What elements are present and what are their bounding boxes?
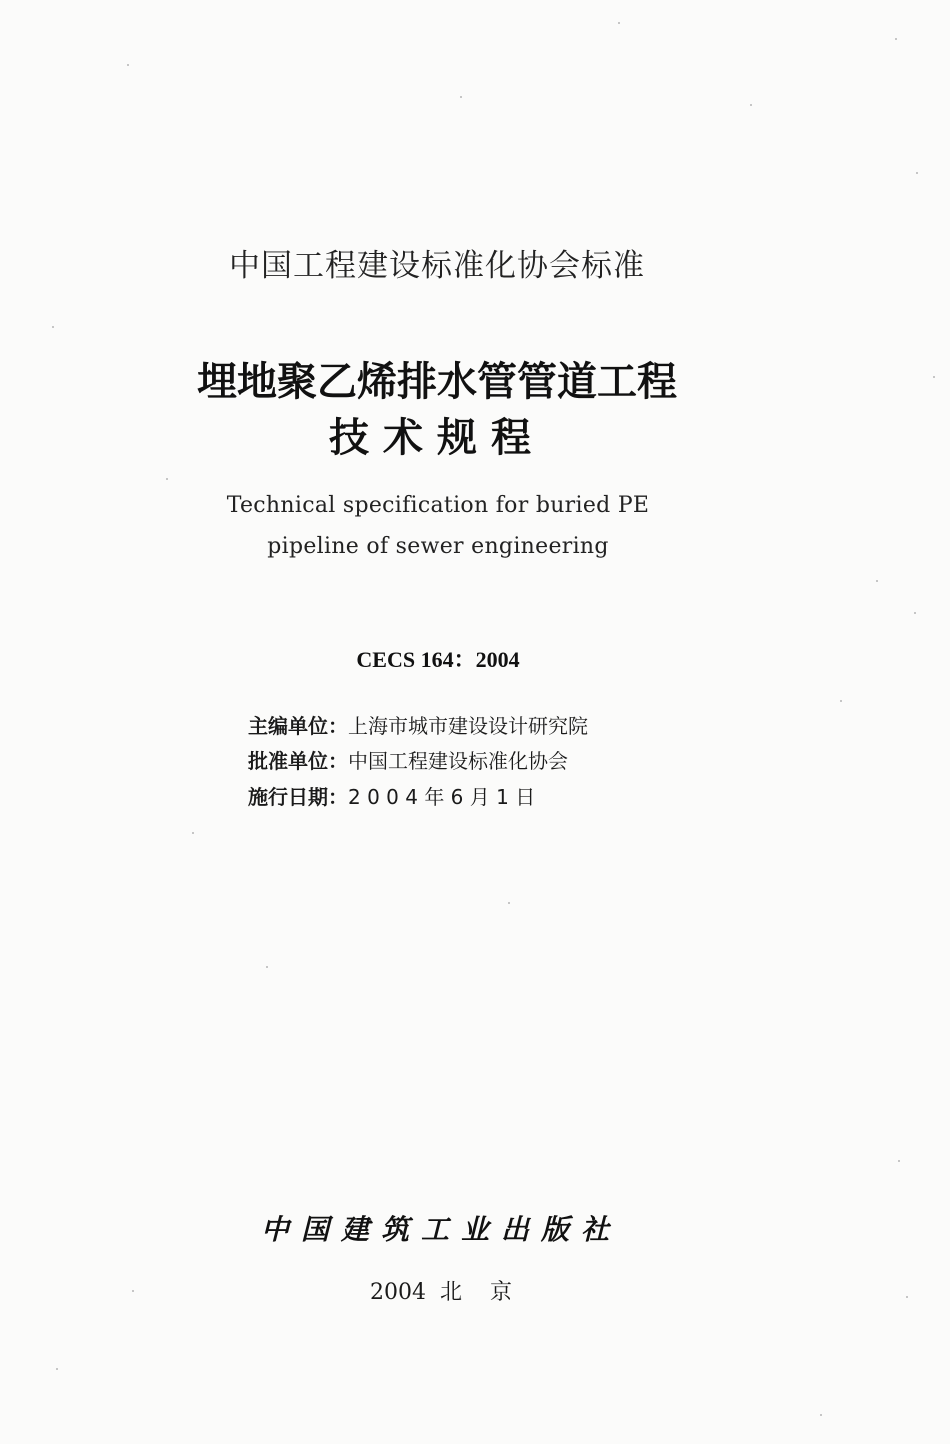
scan-speck bbox=[840, 700, 842, 702]
publish-year-place: 2004 北 京 bbox=[370, 1280, 512, 1305]
scan-speck bbox=[906, 1296, 908, 1298]
scan-speck bbox=[898, 1160, 900, 1162]
approver-value: 中国工程建设标准化协会 bbox=[348, 749, 568, 773]
editor-label: 主编单位： bbox=[248, 714, 348, 738]
scan-speck bbox=[166, 478, 168, 480]
effective-date-value: 2 0 0 4 年 6 月 1 日 bbox=[348, 785, 536, 809]
editor-value: 上海市城市建设设计研究院 bbox=[348, 714, 588, 738]
document-title-en-line1: Technical specification for buried PE bbox=[226, 493, 650, 518]
scan-speck bbox=[56, 1368, 58, 1370]
standard-code: CECS 164：2004 bbox=[356, 647, 520, 672]
scan-speck bbox=[508, 902, 510, 904]
effective-date-info bbox=[248, 781, 535, 810]
scan-speck bbox=[933, 376, 935, 378]
publisher-name: 中国建筑工业出版社 bbox=[260, 1213, 621, 1246]
scan-speck bbox=[895, 38, 897, 40]
scan-speck bbox=[820, 1414, 822, 1416]
editor-info bbox=[248, 710, 588, 739]
scan-speck bbox=[460, 96, 462, 98]
scan-speck bbox=[52, 326, 54, 328]
scan-speck bbox=[914, 612, 916, 614]
scan-speck bbox=[192, 832, 194, 834]
standard-series-label: 中国工程建设标准化协会标准 bbox=[229, 248, 645, 284]
document-title-cn-line1: 埋地聚乙烯排水管管道工程 bbox=[197, 359, 677, 405]
effective-date-label: 施行日期： bbox=[248, 785, 348, 809]
scan-speck bbox=[750, 104, 752, 106]
document-title-cn-line2: 技术规程 bbox=[329, 415, 545, 461]
scan-speck bbox=[876, 580, 878, 582]
scan-speck bbox=[266, 966, 268, 968]
approver-info bbox=[248, 745, 568, 774]
scan-speck bbox=[127, 64, 129, 66]
scan-speck bbox=[916, 172, 918, 174]
approver-label: 批准单位： bbox=[248, 749, 348, 773]
document-title-en-line2: pipeline of sewer engineering bbox=[267, 534, 609, 559]
scan-speck bbox=[618, 22, 620, 24]
